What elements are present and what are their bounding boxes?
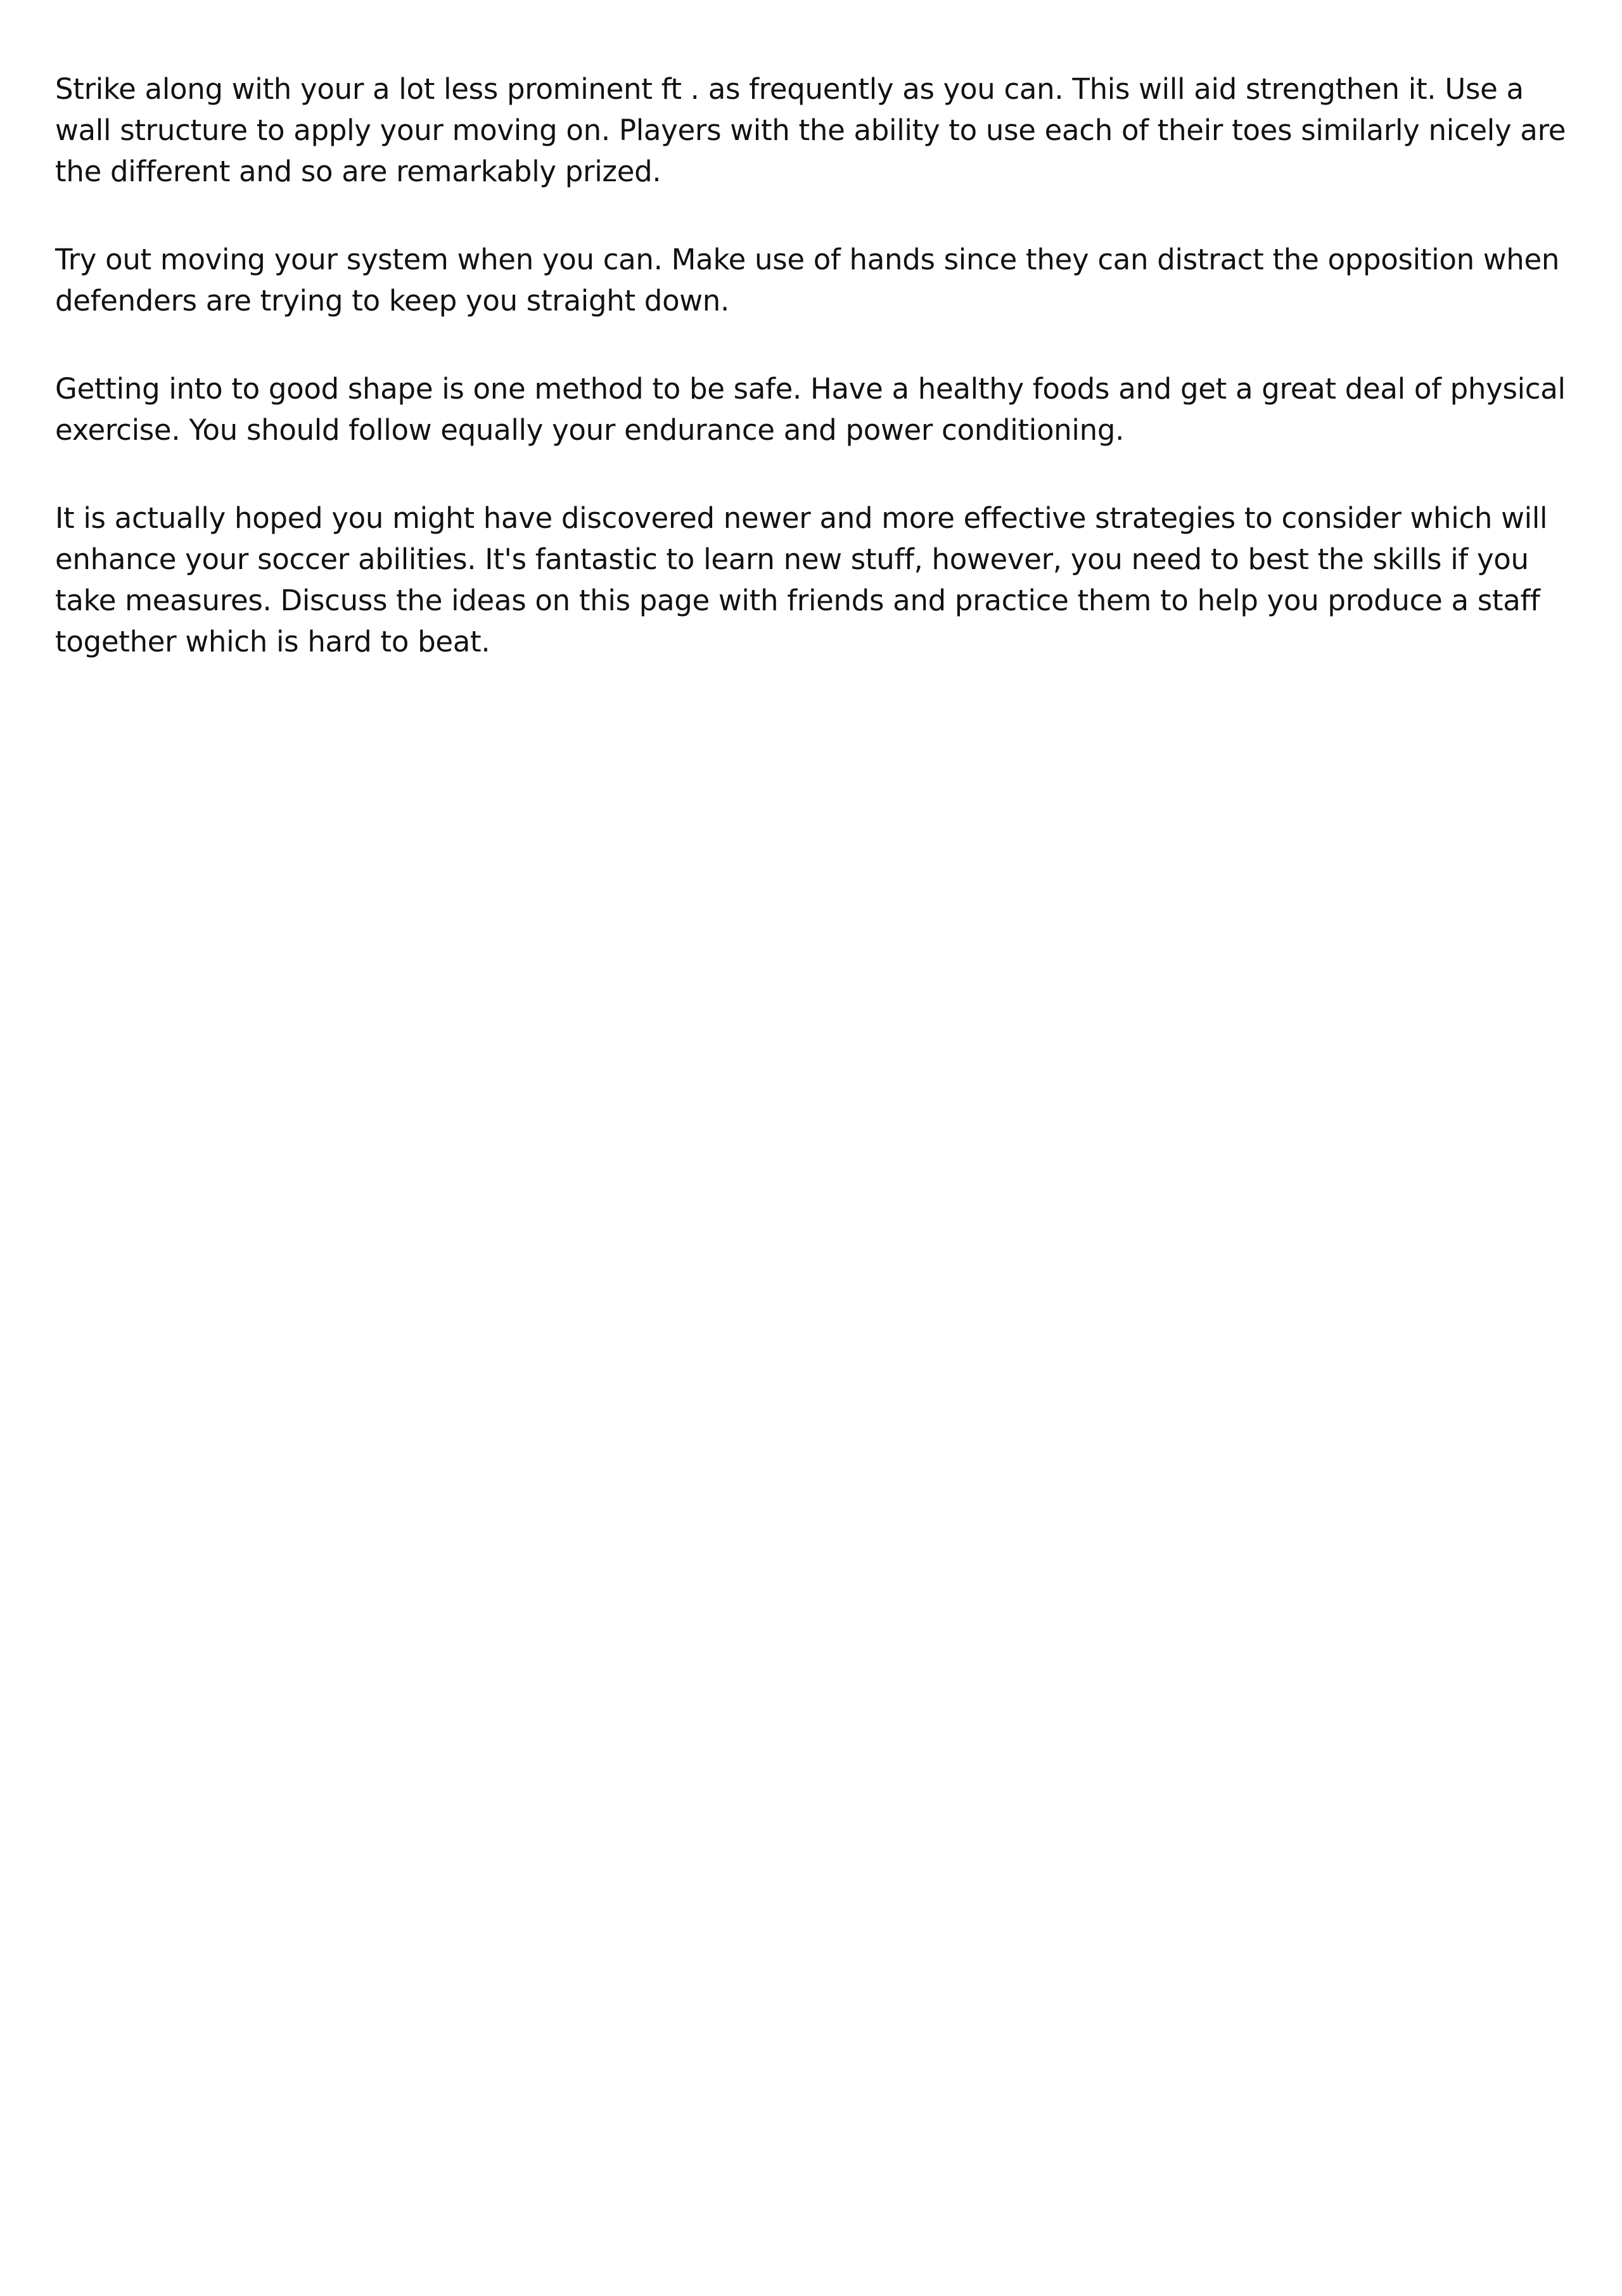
paragraph-4: It is actually hoped you might have discovered newer and more effective strategies to consider which will enhance your soccer abilities. It's fantastic to learn new stuff, however, you need to best the skills if you take measures. Discuss the ideas on this page with friends and practice them to help you produce a staff together which is hard to beat.: [55, 501, 1548, 658]
paragraph-2: Try out moving your system when you can. Make use of hands since they can distract the opposition when defenders are trying to keep you straight down.: [55, 243, 1560, 317]
paragraph-3: Getting into to good shape is one method to be safe. Have a healthy foods and get a great deal of physical exercise. You should follow equally your endurance and power conditioning.: [55, 372, 1566, 447]
document-body: [55, 68, 1576, 662]
paragraph-1: Strike along with your a lot less prominent ft . as frequently as you can. This will aid strengthen it. Use a wall structure to apply your moving on. Players with the ability to use each of their toes similarly nicely are the different and so are remarkably prized.: [55, 72, 1566, 188]
